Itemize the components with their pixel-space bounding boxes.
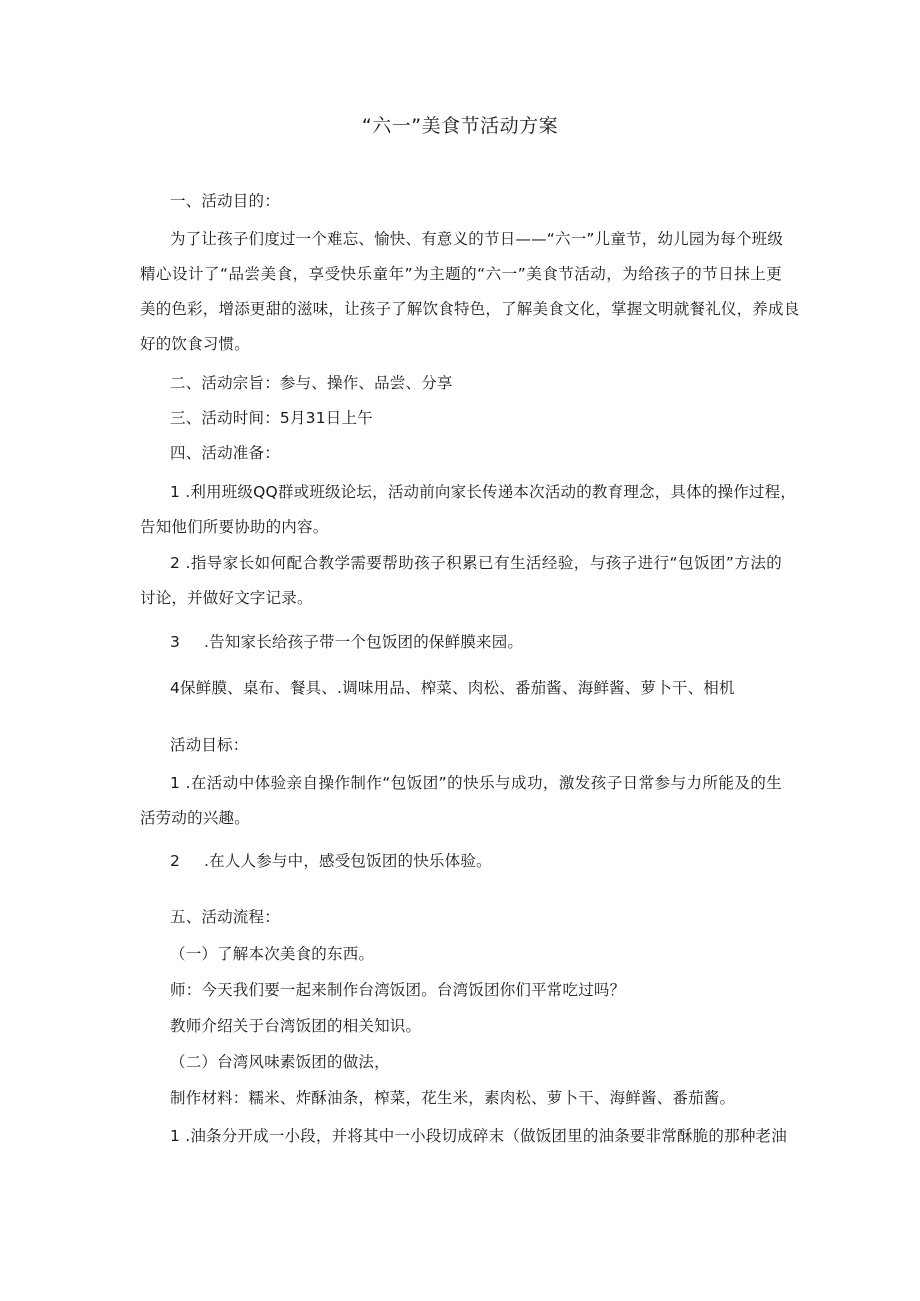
- document-title: “六一”美食节活动方案: [361, 115, 559, 137]
- paragraph-line: 好的饮食习惯。: [140, 335, 250, 353]
- list-item-line: 4保鲜膜、桌布、餐具、.调味用品、榨菜、肉松、番茄酱、海鲜酱、萝卜干、相机: [170, 679, 735, 697]
- list-item-number: 3: [170, 633, 181, 651]
- section-heading-purpose: 一、活动目的：: [170, 192, 280, 210]
- list-item-line: 2 .指导家长如何配合教学需要帮助孩子积累已有生活经验，与孩子进行“包饭团”方法的: [170, 554, 782, 572]
- section-heading-preparation: 四、活动准备：: [170, 444, 280, 462]
- list-item-line: .告知家长给孩子带一个包饭团的保鲜膜来园。: [204, 633, 524, 651]
- list-item-line: 告知他们所要协助的内容。: [140, 518, 329, 536]
- list-item-line: 讨论，并做好文字记录。: [140, 589, 313, 607]
- section-heading-principle: 二、活动宗旨：参与、操作、品尝、分享: [170, 374, 453, 392]
- list-item-line: 1 .利用班级QQ群或班级论坛，活动前向家长传递本次活动的教育理念，具体的操作过程，: [170, 483, 797, 501]
- paragraph-line: 教师介绍关于台湾饭团的相关知识。: [170, 1017, 422, 1035]
- list-item-line: 活劳动的兴趣。: [140, 809, 250, 827]
- section-heading-time: 三、活动时间：5月31日上午: [170, 409, 373, 427]
- list-item-line: 1 .油条分开成一小段，并将其中一小段切成碎末（做饭团里的油条要非常酥脆的那种老油: [170, 1127, 787, 1145]
- section-heading-process: 五、活动流程：: [170, 908, 280, 926]
- paragraph-line: 为了让孩子们度过一个难忘、愉快、有意义的节日——“六一”儿童节，幼儿园为每个班级: [170, 230, 784, 248]
- paragraph-line: 制作材料：糯米、炸酥油条，榨菜，花生米，素肉松、萝卜干、海鲜酱、番茄酱。: [170, 1089, 736, 1107]
- subsection-heading: （一）了解本次美食的东西。: [170, 945, 375, 963]
- section-heading-goals: 活动目标：: [170, 736, 249, 754]
- subsection-heading: （二）台湾风味素饭团的做法，: [170, 1053, 390, 1071]
- list-item-line: .在人人参与中，感受包饭团的快乐体验。: [204, 852, 492, 870]
- paragraph-line: 美的色彩，增添更甜的滋味，让孩子了解饮食特色，了解美食文化，掌握文明就餐礼仪，养成良: [140, 300, 800, 318]
- list-item-line: 1 .在活动中体验亲自操作制作“包饭团”的快乐与成功，激发孩子日常参与力所能及的生: [170, 774, 782, 792]
- list-item-number: 2: [170, 852, 181, 870]
- paragraph-line: 精心设计了“品尝美食，享受快乐童年”为主题的“六一”美食节活动，为给孩子的节日抹上更: [140, 265, 782, 283]
- paragraph-line: 师：今天我们要一起来制作台湾饭团。台湾饭团你们平常吃过吗？: [170, 981, 626, 999]
